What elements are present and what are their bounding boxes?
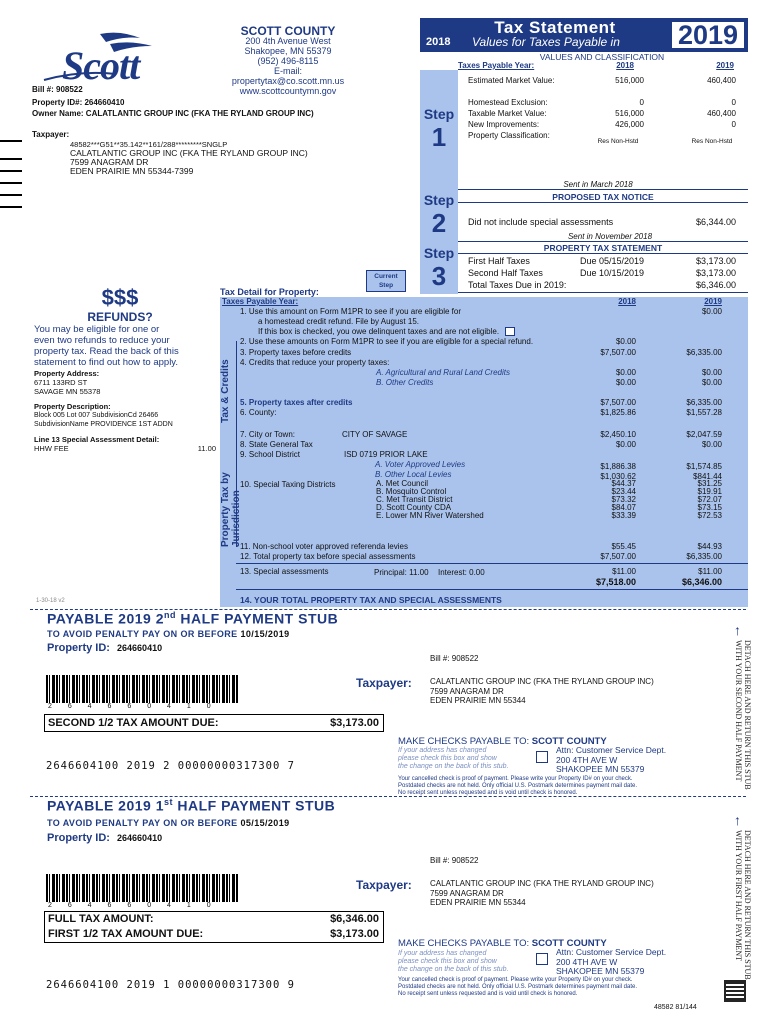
first-half-due: Due 05/15/2019	[580, 256, 645, 266]
values-title: VALUES AND CLASSIFICATION	[539, 52, 665, 62]
step-1-number: 1	[431, 122, 447, 152]
stub2-payee-address	[556, 746, 666, 775]
stub1-first-amount: $3,173.00	[330, 928, 379, 940]
stub2-chg-1: If your address has changed	[398, 747, 487, 754]
owner-block	[32, 84, 417, 176]
line-9b: B. Other Local Levies	[375, 470, 452, 479]
first-half-label: First Half Taxes	[468, 256, 530, 266]
line-13-divider	[236, 589, 748, 590]
stub2-avoid	[47, 629, 290, 639]
stub1-note-3: No receipt sent unless requested and is void until check is honored.	[398, 991, 578, 997]
classification-label: Property Classification:	[468, 131, 550, 140]
stub1-due-date: 05/15/2019	[240, 818, 290, 828]
tax-credits-side-label: Tax & Credits	[220, 359, 231, 423]
county-phone: (952) 496-8115	[257, 56, 319, 66]
new-improvements-2018: 426,000	[615, 120, 644, 129]
side-divider	[236, 341, 237, 547]
line-5-2018: $7,507.00	[600, 398, 636, 407]
line-10a-2019: $31.25	[697, 479, 722, 488]
stub2-title-a: PAYABLE 2019 2	[47, 610, 164, 627]
stub2-pay-2: SHAKOPEE MN 55379	[556, 764, 645, 774]
line-10b: B. Mosquito Control	[376, 487, 447, 496]
step-1-label: Step	[423, 106, 455, 122]
second-half-label: Second Half Taxes	[468, 268, 543, 278]
classification-2018: Res Non-Hstd	[597, 138, 639, 145]
line-4a: A. Agricultural and Rural Land Credits	[376, 368, 510, 377]
county-name: SCOTT COUNTY	[240, 24, 336, 38]
stub2-chg-2: please check this box and show	[398, 755, 497, 762]
stub1-address-change-checkbox[interactable]	[536, 953, 548, 965]
line-9: 9. School District	[240, 450, 301, 459]
stub2-taxpayer	[430, 677, 654, 706]
jurisdiction-side-label: Property Tax by	[220, 472, 231, 547]
stub1-note-1: Your cancelled check is proof of payment. Please write your Property ID# on your check.	[398, 977, 633, 983]
line-11-2019: $44.93	[697, 542, 722, 551]
stub2-address-change-checkbox[interactable]	[536, 751, 548, 763]
step-1-values	[458, 70, 748, 190]
step-2-label: Step	[423, 192, 455, 208]
stub1-chg-3: the change on the back of this stub.	[398, 966, 509, 973]
line-10d-2018: $84.07	[611, 503, 636, 512]
stub1-address-change-text	[398, 950, 509, 974]
second-half-amount: $3,173.00	[695, 268, 736, 278]
stub1-taxpayer-label: Taxpayer:	[356, 878, 412, 892]
line-10e-2018: $33.39	[611, 511, 636, 520]
line-1b: a homestead credit refund. File by August 15.	[258, 317, 419, 326]
homestead-2019: 0	[731, 98, 736, 107]
line-8: 8. State General Tax	[240, 440, 313, 449]
first-half-amount: $3,173.00	[695, 256, 736, 266]
line-4b: B. Other Credits	[376, 378, 434, 387]
header-subtitle: Values for Taxes Payable in	[472, 35, 620, 49]
line-12-2019: $6,335.00	[686, 552, 722, 561]
stub2-title-b: HALF PAYMENT STUB	[176, 610, 339, 627]
line-4: 4. Credits that reduce your property taxes:	[240, 358, 390, 367]
new-improvements-2019: 0	[731, 120, 736, 129]
line-12-divider	[236, 563, 748, 564]
stub2-bill: Bill #: 908522	[430, 654, 479, 663]
stub1-bill: Bill #: 908522	[430, 856, 479, 865]
logo-text: Scott	[62, 43, 140, 88]
line-13: 13. Special assessments	[240, 567, 329, 576]
line-14-2019: $6,346.00	[681, 577, 722, 587]
stub2-avoid-text: TO AVOID PENALTY PAY ON OR BEFORE	[47, 629, 238, 639]
line-3: 3. Property taxes before credits	[240, 348, 352, 357]
line-11: 11. Non-school voter approved referenda levies	[240, 542, 408, 551]
stub1-note-2: Postdated checks are not held. Only official U.S. Postmark determines payment mail date.	[398, 984, 638, 990]
stub1-detach-arrow-icon: ↑	[734, 812, 741, 828]
property-description-1: Block 005 Lot 007 SubdivisionCd 26466	[34, 412, 159, 419]
delinquent-checkbox[interactable]	[505, 327, 515, 336]
line-10c-2018: $73.32	[611, 495, 636, 504]
step-3-box	[420, 245, 458, 293]
step-2-sent: Sent in November 2018	[567, 232, 653, 241]
stub2-barcode-digits: 2 6 4 6 6 0 4 1 0	[48, 703, 218, 710]
stub2-pay-1: 200 4TH AVE W	[556, 754, 618, 765]
stub2-barcode	[46, 675, 238, 703]
footer-code: 48582 81/144	[654, 1004, 697, 1011]
header-year-small: 2018	[426, 36, 451, 48]
header-year-big: 2019	[672, 22, 744, 48]
line-8-2019: $0.00	[701, 440, 722, 449]
qr-code-icon	[724, 980, 746, 1002]
line-10c: C. Met Transit District	[376, 495, 453, 504]
stub1-avoid-text: TO AVOID PENALTY PAY ON OR BEFORE	[47, 818, 238, 828]
detail-tpy: Taxes Payable Year:	[222, 297, 299, 306]
stub1-chg-1: If your address has changed	[398, 950, 487, 957]
stub1-title	[47, 797, 335, 814]
line-5-2019: $6,335.00	[686, 398, 722, 407]
stub1-make-checks-text: MAKE CHECKS PAYABLE TO:	[398, 938, 530, 949]
stub2-taxpayer-1: CALATLANTIC GROUP INC (FKA THE RYLAND GROUP INC)	[430, 677, 654, 686]
current-step-label: Step	[378, 282, 394, 289]
step-3-label: Step	[423, 245, 455, 261]
tax-detail-panel	[220, 297, 748, 607]
line13-detail-label: Line 13 Special Assessment Detail:	[34, 435, 160, 444]
stub2-address-change-text	[398, 747, 509, 771]
stub2-chg-3: the change on the back of this stub.	[398, 763, 509, 770]
stub1-taxpayer-3: EDEN PRAIRIE MN 55344	[430, 898, 526, 907]
line-1a: 1. Use this amount on Form M1PR to see if you are eligible for	[240, 307, 461, 316]
proposed-amount: $6,344.00	[695, 217, 736, 227]
emv-label: Estimated Market Value:	[468, 76, 555, 85]
stub2-pid	[47, 642, 162, 654]
scott-logo	[40, 30, 180, 88]
emv-2019: 460,400	[707, 76, 736, 85]
line-7-2019: $2,047.59	[686, 430, 722, 439]
line-9a: A. Voter Approved Levies	[375, 460, 466, 469]
stub1-pid-value: 264660410	[117, 833, 163, 843]
stub2-note-1: Your cancelled check is proof of payment. Please write your Property ID# on your check.	[398, 776, 633, 782]
stub2-note-3: No receipt sent unless requested and is void until check is honored.	[398, 790, 578, 796]
line-9b-2018: $1,030.62	[600, 472, 636, 481]
stub2-taxpayer-3: EDEN PRAIRIE MN 55344	[430, 696, 526, 705]
line-6-2019: $1,557.28	[686, 408, 722, 417]
stub2-due-box	[44, 714, 384, 732]
tax-detail-title: Tax Detail for Property:	[220, 287, 319, 297]
stub1-notes	[398, 977, 637, 998]
taxpayer-line-3: 7599 ANAGRAM DR	[70, 157, 149, 167]
line-4a-2018: $0.00	[615, 368, 636, 377]
hhw-fee-label: HHW FEE	[34, 444, 69, 453]
second-half-due: Due 10/15/2019	[580, 268, 645, 278]
line-5: 5. Property taxes after credits	[240, 398, 353, 407]
line-10b-2019: $19.91	[697, 487, 722, 496]
taxpayer-line-2: CALATLANTIC GROUP INC (FKA THE RYLAND GROUP INC)	[70, 148, 308, 158]
step-2-number: 2	[431, 208, 447, 238]
stub1-barcode-digits: 2 6 4 6 6 0 4 1 0	[48, 902, 218, 909]
line-10c-2019: $72.07	[697, 495, 722, 504]
stub1-due-box	[44, 911, 384, 943]
edge-marks	[0, 140, 22, 208]
tmv-label: Taxable Market Value:	[468, 109, 547, 118]
stub2-pid-value: 264660410	[117, 643, 163, 653]
line-7-name: CITY OF SAVAGE	[342, 430, 408, 439]
stub2-due-amount: $3,173.00	[330, 717, 379, 729]
county-web: www.scottcountymn.gov	[239, 86, 337, 96]
line-1-2019: $0.00	[701, 307, 722, 316]
stub1-first-label: FIRST 1/2 TAX AMOUNT DUE:	[48, 928, 204, 940]
owner-name: Owner Name: CALATLANTIC GROUP INC (FKA THE RYLAND GROUP INC)	[32, 109, 314, 118]
total-due-amount: $6,346.00	[695, 280, 736, 290]
property-description-label: Property Description:	[34, 402, 111, 411]
property-info	[34, 369, 216, 453]
line-11-2018: $55.45	[611, 542, 636, 551]
stub1-title-b: HALF PAYMENT STUB	[173, 797, 336, 814]
taxpayer-line-1: 48582***G51**35.142**161/288*********SNGLP	[70, 140, 228, 149]
step-1-sent: Sent in March 2018	[563, 180, 633, 189]
stub1-title-sup: st	[164, 797, 174, 807]
line-13-2018: $11.00	[612, 567, 636, 576]
line-1c-text: If this box is checked, you owe delinquent taxes and are not eligible.	[258, 327, 500, 336]
stub1-taxpayer-2: 7599 ANAGRAM DR	[430, 888, 504, 898]
line-10a: A. Met Council	[376, 479, 429, 488]
line-9a-2018: $1,886.38	[600, 462, 636, 471]
new-improvements-label: New Improvements:	[468, 120, 540, 129]
line-7-2018: $2,450.10	[600, 430, 636, 439]
line-10e-2019: $72.53	[697, 511, 722, 520]
step-3-number: 3	[431, 261, 447, 291]
proposed-tax-notice-title: PROPOSED TAX NOTICE	[458, 192, 748, 203]
step-2-divider	[458, 241, 748, 242]
total-due-label: Total Taxes Due in 2019:	[468, 280, 567, 290]
line-13-2019: $11.00	[698, 567, 722, 576]
line-4b-2019: $0.00	[701, 378, 722, 387]
classification-2019: Res Non-Hstd	[691, 138, 733, 145]
refunds-text	[34, 324, 214, 368]
line-14: 14. YOUR TOTAL PROPERTY TAX AND SPECIAL ASSESSMENTS	[240, 595, 502, 605]
line-7: 7. City or Town:	[240, 430, 295, 439]
line-9a-2019: $1,574.85	[686, 462, 722, 471]
line-12-2018: $7,507.00	[600, 552, 636, 561]
taxpayer-line-4: EDEN PRAIRIE MN 55344-7399	[70, 166, 194, 176]
stub2-pid-label: Property ID:	[47, 642, 110, 654]
property-id: Property ID#: 264660410	[32, 98, 125, 107]
line-4b-2018: $0.00	[615, 378, 636, 387]
stub2-ocr-line: 2646604100 2019 2 00000000317300 7	[46, 760, 295, 772]
county-address-1: 200 4th Avenue West	[245, 36, 331, 46]
stub1-full-label: FULL TAX AMOUNT:	[48, 913, 154, 925]
stub1-payee-address	[556, 948, 666, 977]
taxes-payable-year: Taxes Payable Year:	[458, 61, 535, 70]
stub2-due-date: 10/15/2019	[240, 629, 290, 639]
line-13-interest: Interest: 0.00	[438, 568, 485, 577]
property-address-2: SAVAGE MN 55378	[34, 387, 101, 396]
stub1-detach-instructions: DETACH HERE AND RETURN THIS STUB WITH YOUR FIRST HALF PAYMENT	[734, 830, 752, 980]
stub1-barcode	[46, 874, 238, 902]
stub2-detach-instructions: DETACH HERE AND RETURN THIS STUB WITH YOUR SECOND HALF PAYMENT	[734, 640, 752, 790]
emv-2018: 516,000	[615, 76, 644, 85]
current-label: Current	[374, 273, 398, 280]
property-address-1: 6711 133RD ST	[34, 378, 88, 387]
step-1-box	[420, 106, 458, 154]
stub2-due-label: SECOND 1/2 TAX AMOUNT DUE:	[48, 717, 219, 729]
stub2-detach-arrow-icon: ↑	[734, 622, 741, 638]
line-14-2018: $7,518.00	[595, 577, 636, 587]
header-bar	[420, 18, 748, 52]
values-col-2019: 2019	[716, 61, 734, 70]
line-10e: E. Lower MN River Watershed	[376, 511, 484, 520]
stub1-title-a: PAYABLE 2019 1	[47, 797, 164, 814]
line-10d: D. Scott County CDA	[376, 503, 452, 512]
line-2-2018: $0.00	[615, 337, 636, 346]
stub1-pay-1: 200 4TH AVE W	[556, 956, 618, 967]
form-version: 1-30-18 v2	[36, 598, 65, 604]
property-tax-statement-title: PROPERTY TAX STATEMENT	[458, 243, 748, 254]
refunds-dollars: $$$	[101, 285, 139, 310]
homestead-2018: 0	[639, 98, 644, 107]
homestead-label: Homestead Exclusion:	[468, 98, 548, 107]
stub1-avoid	[47, 818, 290, 828]
tax-statement-title: Tax Statement	[494, 18, 616, 37]
line-10: 10. Special Taxing Districts	[240, 480, 336, 489]
county-email: E-mail: propertytax@co.scott.mn.us	[231, 66, 345, 86]
refunds-text-3: property tax. Read the back of this	[34, 346, 179, 357]
tmv-2018: 516,000	[615, 109, 644, 118]
stub2-title	[47, 610, 338, 627]
county-address-2: Shakopee, MN 55379	[244, 46, 332, 56]
refunds-title: REFUNDS?	[87, 310, 153, 324]
line-8-2018: $0.00	[615, 440, 636, 449]
stub1-pid-label: Property ID:	[47, 832, 110, 844]
line-2: 2. Use these amounts on Form M1PR to see if you are eligible for a special refund.	[240, 337, 534, 346]
proposed-line: Did not include special assessments	[468, 217, 614, 227]
property-description-2: SubdivisionName PROVIDENCE 1ST ADDN	[34, 421, 173, 428]
step-2-box	[420, 192, 458, 240]
line-12: 12. Total property tax before special assessments	[240, 552, 416, 561]
line-9-name: ISD 0719 PRIOR LAKE	[344, 450, 428, 459]
line-1c	[258, 327, 515, 336]
stub1-taxpayer-1: CALATLANTIC GROUP INC (FKA THE RYLAND GROUP INC)	[430, 879, 654, 888]
stub1-chg-2: please check this box and show	[398, 958, 497, 965]
step-3-divider	[458, 292, 748, 293]
refunds-text-1: You may be eligible for one or	[34, 324, 160, 335]
line-10a-2018: $44.37	[611, 479, 636, 488]
stub2-payee: SCOTT COUNTY	[531, 736, 607, 747]
line-3-2018: $7,507.00	[600, 348, 636, 357]
stub2-notes	[398, 776, 637, 797]
stub1-attn: Attn: Customer Service Dept.	[556, 947, 667, 957]
stub1-payee: SCOTT COUNTY	[531, 938, 607, 949]
line-13-principal: Principal: 11.00	[374, 568, 429, 577]
detail-col-2018: 2018	[618, 297, 636, 306]
hhw-fee-amount: 11.00	[197, 444, 216, 453]
line-3-2019: $6,335.00	[686, 348, 722, 357]
line-9b-2019: $841.44	[693, 472, 722, 481]
stub1-pid	[47, 832, 162, 844]
stub2-make-checks-text: MAKE CHECKS PAYABLE TO:	[398, 736, 530, 747]
stub1-taxpayer	[430, 879, 654, 908]
bill-number: Bill #: 908522	[32, 85, 83, 94]
stub1-pay-2: SHAKOPEE MN 55379	[556, 966, 645, 976]
tmv-2019: 460,400	[707, 109, 736, 118]
values-col-2018: 2018	[616, 61, 634, 70]
property-address-label: Property Address:	[34, 369, 100, 378]
stub1-full-amount: $6,346.00	[330, 913, 379, 925]
stub2-taxpayer-label: Taxpayer:	[356, 676, 412, 690]
line-6-2018: $1,825.86	[600, 408, 636, 417]
line-10b-2018: $23.44	[611, 487, 636, 496]
stub1-ocr-line: 2646604100 2019 1 00000000317300 9	[46, 979, 295, 991]
stub2-title-sup: nd	[164, 610, 176, 620]
stub2-note-2: Postdated checks are not held. Only official U.S. Postmark determines payment mail date.	[398, 783, 638, 789]
current-step-pointer	[366, 270, 406, 292]
refunds-text-4: statement to find out how to apply.	[34, 357, 178, 368]
line-4a-2019: $0.00	[701, 368, 722, 377]
refunds-text-2: even two refunds to reduce your	[34, 335, 170, 346]
line-10d-2019: $73.15	[697, 503, 722, 512]
detail-col-2019: 2019	[704, 297, 722, 306]
stub2-taxpayer-2: 7599 ANAGRAM DR	[430, 686, 504, 696]
stub2-attn: Attn: Customer Service Dept.	[556, 745, 667, 755]
taxpayer-label: Taxpayer:	[32, 130, 70, 139]
line-6: 6. County:	[240, 408, 277, 417]
